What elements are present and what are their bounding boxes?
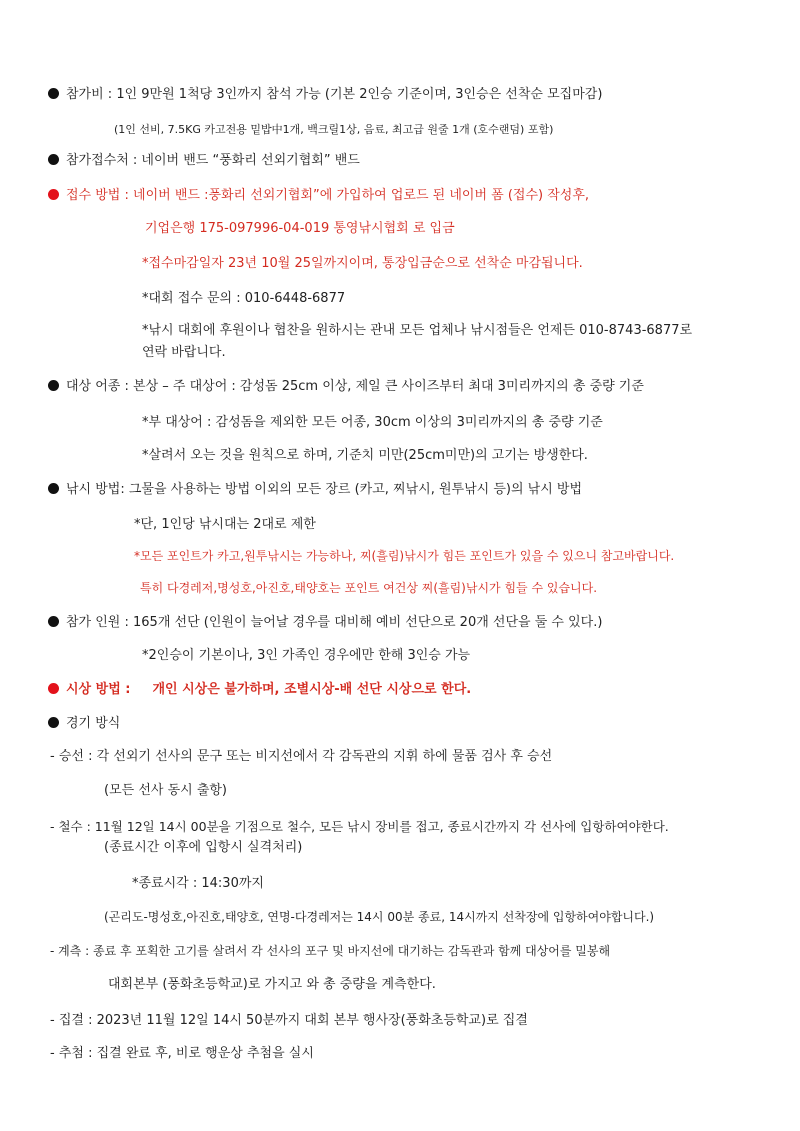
rules-weigh: - 계측 : 종료 후 포획한 고기를 살려서 각 선사의 포구 및 바지선에 대기하는 감독관과 함께 대상어를 밀봉해 [50,944,611,958]
bullet-icon [48,683,59,694]
rules-withdraw: - 철수 : 11월 12일 14시 00분을 기점으로 철수, 모든 낚시 장비를 접고, 종료시간까지 각 선사에 입항하여야한다. [50,819,669,834]
fishing-points-note: *모든 포인트가 카고,원투낚시는 가능하나, 찌(흘림)낚시가 힘든 포인트가 있을 수 있으니 참고바랍니다. [134,549,675,563]
participants-line: 참가 인원 : 165개 선단 (인원이 늘어날 경우를 대비해 예비 선단으로 20개 선단을 둘 수 있다.) [48,614,602,632]
rules-end-note: (곤리도-명성호,아진호,태양호, 연명-다경레저는 14시 00분 종료, 14시까지 선착장에 입항하여야합니다.) [104,910,655,924]
fishing-points-note-2: 특히 다경레저,명성호,아진호,태양호는 포인트 여건상 찌(흘림)낚시가 힘들 수 있습니다. [140,581,598,595]
target-line: 대상 어종 : 본상 – 주 대상어 : 감성돔 25cm 이상, 제일 큰 사이즈부터 최대 3미리까지의 총 중량 기준 [48,378,644,396]
participants-note: *2인승이 기본이나, 3인 가족인 경우에만 한해 3인승 가능 [142,648,471,663]
awards-text: 개인 시상은 불가하며, 조별시상-배 선단 시상으로 한다. [152,682,472,697]
rules-boarding: - 승선 : 각 선외기 선사의 문구 또는 비지선에서 각 감독관의 지휘 하에 물품 검사 후 승선 [50,749,553,764]
rules-draw: - 추첨 : 집결 완료 후, 비로 행운상 추첨을 실시 [50,1046,314,1061]
rules-end-time: *종료시각 : 14:30까지 [132,876,264,891]
fishing-rod-limit: *단, 1인당 낚시대는 2대로 제한 [134,517,316,532]
fee-line: 참가비 : 1인 9만원 1척당 3인까지 참석 가능 (기본 2인승 기준이며, 3인승은 선착순 모집마감) [48,86,602,104]
rules-weigh-cont: 대회본부 (풍화초등학교)로 가지고 와 총 중량을 계측한다. [108,977,436,992]
fee-note: (1인 선비, 7.5KG 카고전용 밑밥中1개, 백크릴1상, 음료, 최고급 원줄 1개 (호수랜덤) 포함) [114,123,554,136]
rules-gather: - 집결 : 2023년 11월 12일 14시 50분까지 대회 본부 행사장(풍화초등학교)로 집결 [50,1013,528,1028]
rules-heading: 경기 방식 [48,715,120,733]
awards-label: 시상 방법 : [66,682,131,697]
office-line: 참가접수처 : 네이버 밴드 “풍화리 선외기협회” 밴드 [48,152,360,170]
bullet-icon [48,154,59,165]
target-release: *살려서 오는 것을 원칙으로 하며, 기준치 미만(25cm미만)의 고기는 방생한다. [142,448,588,463]
method-sponsor: *낚시 대회에 후원이나 협찬을 원하시는 관내 모든 업체나 낚시점들은 언제든 010-8743-6877로 [142,323,693,338]
target-sub: *부 대상어 : 감성돔을 제외한 모든 어종, 30cm 이상의 3미리까지의 총 중량 기준 [142,415,603,430]
rules-boarding-note: (모든 선사 동시 출항) [104,783,228,798]
fishing-line: 낚시 방법: 그물을 사용하는 방법 이외의 모든 장르 (카고, 찌낚시, 원투낚시 등)의 낚시 방법 [48,481,582,499]
method-line: 접수 방법 : 네이버 밴드 :풍화리 선외기협회”에 가입하여 업로드 된 네이버 폼 (접수) 작성후, [48,187,589,205]
rules-withdraw-note: (종료시간 이후에 입항시 실격처리) [104,840,303,855]
bullet-icon [48,483,59,494]
method-deadline: *접수마감일자 23년 10월 25일까지이며, 통장입금순으로 선착순 마감됩니다. [142,256,583,271]
bullet-icon [48,616,59,627]
bullet-icon [48,189,59,200]
bullet-icon [48,380,59,391]
method-bank: 기업은행 175-097996-04-019 통영낚시협회 로 입금 [145,221,455,236]
bullet-icon [48,717,59,728]
method-contact: *대회 접수 문의 : 010-6448-6877 [142,291,346,306]
bullet-icon [48,88,59,99]
awards-line [48,681,471,699]
method-sponsor-cont: 연락 바랍니다. [142,345,226,360]
